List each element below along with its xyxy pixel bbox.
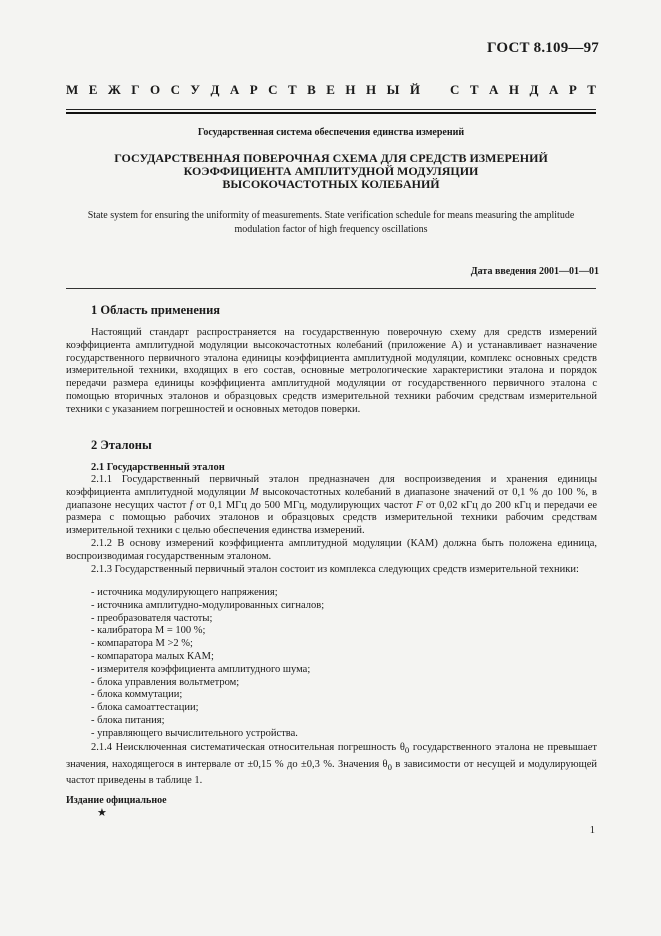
banner-letter: Й xyxy=(409,82,420,97)
clause-2-1-2: 2.1.2 В основу измерений коэффициента амплитудной модуляции (КАМ) должна быть положена единица, воспроизводимая государственным эталоном. xyxy=(66,537,597,562)
document-title xyxy=(66,152,596,191)
banner-letter: Н xyxy=(366,82,377,97)
system-title: Государственная система обеспечения единства измерений xyxy=(197,127,465,138)
banner-letter: Р xyxy=(249,82,258,97)
banner-letter: А xyxy=(489,82,499,97)
header-rule-thick xyxy=(66,112,596,114)
clause-2-1-3: 2.1.3 Государственный первичный эталон состоит из комплекса следующих средств измерительной техники: xyxy=(91,563,579,575)
banner-letter: Д xyxy=(529,82,539,97)
title-line: КОЭФФИЦИЕНТА АМПЛИТУДНОЙ МОДУЛЯЦИИ xyxy=(183,164,479,178)
banner-letter: В xyxy=(307,82,316,97)
list-item: - измерителя коэффициента амплитудного шума; xyxy=(91,664,324,677)
banner-letter: Ы xyxy=(386,82,400,97)
date-rule xyxy=(66,288,596,289)
section-heading-standards: 2 Эталоны xyxy=(91,438,152,452)
banner-letter: С xyxy=(268,82,278,97)
banner-word-standard xyxy=(450,82,596,98)
list-item: - блока питания; xyxy=(91,715,324,728)
list-item: - управляющего вычислительного устройства. xyxy=(91,728,324,741)
title-line: ГОСУДАРСТВЕННАЯ ПОВЕРОЧНАЯ СХЕМА ДЛЯ СРЕДСТВ ИЗМЕРЕНИЙ xyxy=(114,151,548,165)
banner-letter: Н xyxy=(345,82,356,97)
list-item: - блока управления вольтметром; xyxy=(91,677,324,690)
section-heading-scope: 1 Область применения xyxy=(91,303,221,317)
list-item: - источника амплитудно-модулированных сигналов; xyxy=(91,600,324,613)
title-line: ВЫСОКОЧАСТОТНЫХ КОЛЕБАНИЙ xyxy=(222,177,440,191)
official-edition-label: Издание официальное xyxy=(66,795,167,806)
banner-letter: Е xyxy=(88,82,98,97)
clauses-211-213 xyxy=(66,474,597,576)
banner-letter: Е xyxy=(326,82,335,97)
standard-number: ГОСТ 8.109—97 xyxy=(487,40,599,56)
list-item: - блока самоаттестации; xyxy=(91,702,324,715)
paragraph-text: Настоящий стандарт распространяется на государственную поверочную схему для средств измерений коэффициента амплитудной модуляции высокочастотных колебаний (приложение А) и устанавливает назначение государственного первичного эталона единицы коэффициента амплитудной модуляции, комплекс основных средств измерительной техники, входящих в его состав, основные метрологические характеристики эталона и порядок передачи размера единицы коэффициента амплитудной модуляции от государственного первичного эталона с помощью вторичных эталонов и образцовых средств измерительной техники рабочим средствам измерительной техники с указанием погрешностей и основных методов поверки. xyxy=(66,327,597,415)
banner-letter: А xyxy=(548,82,559,97)
banner-letter: С xyxy=(170,82,180,97)
banner-letter: Г xyxy=(131,82,140,97)
banner-letter: М xyxy=(66,82,79,97)
banner-letter: Т xyxy=(587,82,596,97)
star-icon: ★ xyxy=(97,807,107,819)
banner-letter: С xyxy=(450,82,460,97)
banner-letter: О xyxy=(149,82,161,97)
list-item: - источника модулирующего напряжения; xyxy=(91,587,324,600)
clause-2-1-1: 2.1.1 Государственный первичный эталон предназначен для воспроизведения и хранения единицы коэффициента амплитудной модуляции M высокочастотных колебаний в диапазоне значений от 0,1 % до 100 %, в диапазоне несущих частот f от 0,1 МГц до 500 МГц, модулирующих частот F от 0,02 кГц до 200 кГц и передачи ее размера с помощью рабочих эталонов и образцовых средств измерительной техники рабочим средствам измерительной техники с целью обеспечения единства измерений. xyxy=(66,474,597,537)
banner-letter: Д xyxy=(210,82,220,97)
banner-letter: Ж xyxy=(107,82,121,97)
page-number: 1 xyxy=(589,825,595,836)
header-rule-thin xyxy=(66,109,596,110)
banner-letter: Р xyxy=(568,82,577,97)
list-item: - блока коммутации; xyxy=(91,689,324,702)
equipment-list xyxy=(91,587,324,741)
banner-letter: Т xyxy=(288,82,297,97)
paragraph-text: 2.1.4 Неисключенная систематическая относительная погрешность $\theta_0$ государственного эталона не превышает значения, находящегося в интервале от ±0,15 % до ±0,3 %. Значения $\theta_0$ в зависимости от несущей и модулирующей частот приведены в таблице 1. xyxy=(66,742,597,787)
scope-paragraph xyxy=(66,327,597,417)
clause-2-1-4 xyxy=(66,741,597,789)
banner-letter: У xyxy=(190,82,200,97)
banner-letter: Н xyxy=(508,82,520,97)
english-title: State system for ensuring the uniformity of measurements. State verification schedule for means measuring the amplitude modulation factor of high frequency oscillations xyxy=(87,210,575,235)
list-item: - компаратора M >2 %; xyxy=(91,638,324,651)
list-item: - преобразователя частоты; xyxy=(91,613,324,626)
interstate-standard-banner xyxy=(66,82,596,98)
introduction-date: Дата введения 2001—01—01 xyxy=(470,266,599,277)
banner-letter: Т xyxy=(469,82,479,97)
subsection-heading-state-standard: 2.1 Государственный эталон xyxy=(91,462,225,473)
list-item: - калибратора M = 100 %; xyxy=(91,625,324,638)
list-item: - компаратора малых КАМ; xyxy=(91,651,324,664)
banner-letter: А xyxy=(229,82,240,97)
banner-word-interstate xyxy=(66,82,420,98)
